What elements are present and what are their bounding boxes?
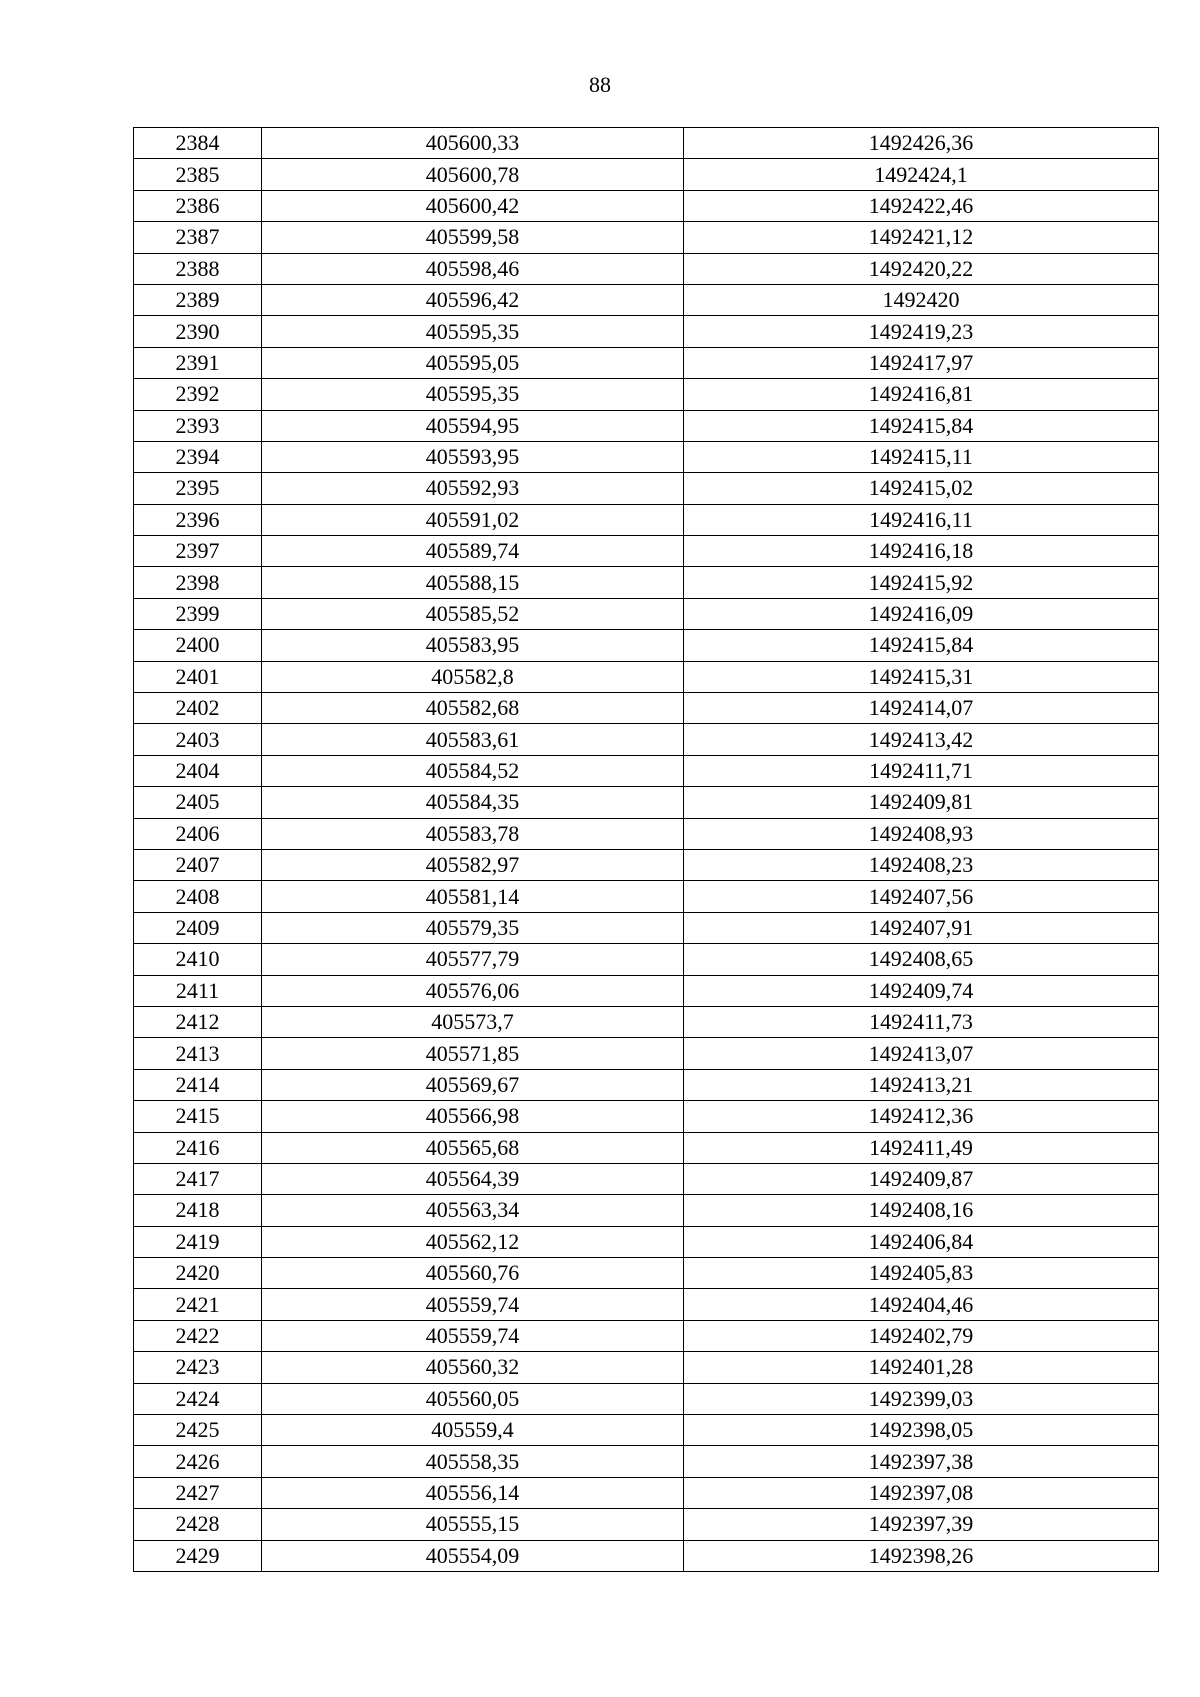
x-coordinate-cell: 405560,05	[262, 1383, 684, 1414]
y-coordinate-cell: 1492416,81	[684, 379, 1159, 410]
table-row	[134, 1509, 1159, 1540]
y-coordinate-cell: 1492415,02	[684, 473, 1159, 504]
y-coordinate-cell: 1492404,46	[684, 1289, 1159, 1320]
x-coordinate-cell: 405566,98	[262, 1101, 684, 1132]
y-coordinate-cell: 1492416,11	[684, 504, 1159, 535]
table-row	[134, 410, 1159, 441]
table-row	[134, 316, 1159, 347]
x-coordinate-cell: 405560,76	[262, 1258, 684, 1289]
table-row	[134, 1069, 1159, 1100]
table-row	[134, 536, 1159, 567]
x-coordinate-cell: 405598,46	[262, 253, 684, 284]
table-row	[134, 567, 1159, 598]
table-row	[134, 975, 1159, 1006]
x-coordinate-cell: 405595,05	[262, 347, 684, 378]
table-row	[134, 1320, 1159, 1351]
x-coordinate-cell: 405560,32	[262, 1352, 684, 1383]
point-number-cell: 2428	[134, 1509, 262, 1540]
point-number-cell: 2413	[134, 1038, 262, 1069]
y-coordinate-cell: 1492397,38	[684, 1446, 1159, 1477]
y-coordinate-cell: 1492405,83	[684, 1258, 1159, 1289]
point-number-cell: 2412	[134, 1006, 262, 1037]
table-row	[134, 253, 1159, 284]
table-row	[134, 912, 1159, 943]
point-number-cell: 2398	[134, 567, 262, 598]
y-coordinate-cell: 1492408,65	[684, 944, 1159, 975]
y-coordinate-cell: 1492414,07	[684, 693, 1159, 724]
table-row	[134, 1226, 1159, 1257]
point-number-cell: 2385	[134, 159, 262, 190]
point-number-cell: 2422	[134, 1320, 262, 1351]
table-row	[134, 1101, 1159, 1132]
page-number: 88	[589, 72, 611, 97]
x-coordinate-cell: 405556,14	[262, 1477, 684, 1508]
x-coordinate-cell: 405583,95	[262, 630, 684, 661]
x-coordinate-cell: 405596,42	[262, 284, 684, 315]
table-row	[134, 504, 1159, 535]
y-coordinate-cell: 1492411,71	[684, 755, 1159, 786]
y-coordinate-cell: 1492420	[684, 284, 1159, 315]
table-row	[134, 284, 1159, 315]
x-coordinate-cell: 405594,95	[262, 410, 684, 441]
x-coordinate-cell: 405559,4	[262, 1415, 684, 1446]
table-row	[134, 818, 1159, 849]
x-coordinate-cell: 405591,02	[262, 504, 684, 535]
point-number-cell: 2420	[134, 1258, 262, 1289]
x-coordinate-cell: 405571,85	[262, 1038, 684, 1069]
table-row	[134, 379, 1159, 410]
x-coordinate-cell: 405555,15	[262, 1509, 684, 1540]
point-number-cell: 2386	[134, 190, 262, 221]
point-number-cell: 2409	[134, 912, 262, 943]
y-coordinate-cell: 1492411,49	[684, 1132, 1159, 1163]
x-coordinate-cell: 405573,7	[262, 1006, 684, 1037]
table-row	[134, 881, 1159, 912]
table-row	[134, 598, 1159, 629]
x-coordinate-cell: 405582,68	[262, 693, 684, 724]
y-coordinate-cell: 1492407,56	[684, 881, 1159, 912]
table-row	[134, 441, 1159, 472]
y-coordinate-cell: 1492413,07	[684, 1038, 1159, 1069]
table-row	[134, 693, 1159, 724]
point-number-cell: 2419	[134, 1226, 262, 1257]
y-coordinate-cell: 1492426,36	[684, 128, 1159, 159]
y-coordinate-cell: 1492411,73	[684, 1006, 1159, 1037]
point-number-cell: 2415	[134, 1101, 262, 1132]
table-row	[134, 849, 1159, 880]
point-number-cell: 2405	[134, 787, 262, 818]
x-coordinate-cell: 405589,74	[262, 536, 684, 567]
point-number-cell: 2387	[134, 222, 262, 253]
x-coordinate-cell: 405562,12	[262, 1226, 684, 1257]
y-coordinate-cell: 1492407,91	[684, 912, 1159, 943]
y-coordinate-cell: 1492416,18	[684, 536, 1159, 567]
point-number-cell: 2390	[134, 316, 262, 347]
y-coordinate-cell: 1492398,26	[684, 1540, 1159, 1571]
x-coordinate-cell: 405595,35	[262, 379, 684, 410]
table-row	[134, 1038, 1159, 1069]
coordinates-table-body	[134, 128, 1159, 1572]
table-row	[134, 347, 1159, 378]
x-coordinate-cell: 405599,58	[262, 222, 684, 253]
table-row	[134, 1006, 1159, 1037]
x-coordinate-cell: 405563,34	[262, 1195, 684, 1226]
x-coordinate-cell: 405564,39	[262, 1163, 684, 1194]
coordinates-table	[133, 127, 1159, 1572]
point-number-cell: 2414	[134, 1069, 262, 1100]
point-number-cell: 2427	[134, 1477, 262, 1508]
point-number-cell: 2388	[134, 253, 262, 284]
table-row	[134, 473, 1159, 504]
point-number-cell: 2410	[134, 944, 262, 975]
table-row	[134, 1383, 1159, 1414]
x-coordinate-cell: 405584,52	[262, 755, 684, 786]
y-coordinate-cell: 1492397,39	[684, 1509, 1159, 1540]
x-coordinate-cell: 405569,67	[262, 1069, 684, 1100]
table-row	[134, 1477, 1159, 1508]
table-row	[134, 1446, 1159, 1477]
y-coordinate-cell: 1492408,93	[684, 818, 1159, 849]
point-number-cell: 2421	[134, 1289, 262, 1320]
x-coordinate-cell: 405593,95	[262, 441, 684, 472]
point-number-cell: 2417	[134, 1163, 262, 1194]
y-coordinate-cell: 1492413,21	[684, 1069, 1159, 1100]
table-row	[134, 661, 1159, 692]
x-coordinate-cell: 405588,15	[262, 567, 684, 598]
x-coordinate-cell: 405595,35	[262, 316, 684, 347]
point-number-cell: 2426	[134, 1446, 262, 1477]
y-coordinate-cell: 1492416,09	[684, 598, 1159, 629]
point-number-cell: 2403	[134, 724, 262, 755]
point-number-cell: 2402	[134, 693, 262, 724]
x-coordinate-cell: 405582,8	[262, 661, 684, 692]
x-coordinate-cell: 405576,06	[262, 975, 684, 1006]
y-coordinate-cell: 1492397,08	[684, 1477, 1159, 1508]
point-number-cell: 2394	[134, 441, 262, 472]
point-number-cell: 2416	[134, 1132, 262, 1163]
table-row	[134, 1163, 1159, 1194]
point-number-cell: 2418	[134, 1195, 262, 1226]
table-row	[134, 1258, 1159, 1289]
y-coordinate-cell: 1492409,74	[684, 975, 1159, 1006]
point-number-cell: 2391	[134, 347, 262, 378]
x-coordinate-cell: 405583,61	[262, 724, 684, 755]
point-number-cell: 2396	[134, 504, 262, 535]
x-coordinate-cell: 405559,74	[262, 1289, 684, 1320]
y-coordinate-cell: 1492424,1	[684, 159, 1159, 190]
point-number-cell: 2392	[134, 379, 262, 410]
x-coordinate-cell: 405559,74	[262, 1320, 684, 1351]
point-number-cell: 2393	[134, 410, 262, 441]
point-number-cell: 2389	[134, 284, 262, 315]
y-coordinate-cell: 1492399,03	[684, 1383, 1159, 1414]
y-coordinate-cell: 1492412,36	[684, 1101, 1159, 1132]
y-coordinate-cell: 1492413,42	[684, 724, 1159, 755]
y-coordinate-cell: 1492398,05	[684, 1415, 1159, 1446]
point-number-cell: 2400	[134, 630, 262, 661]
x-coordinate-cell: 405585,52	[262, 598, 684, 629]
table-row	[134, 1352, 1159, 1383]
x-coordinate-cell: 405583,78	[262, 818, 684, 849]
y-coordinate-cell: 1492409,81	[684, 787, 1159, 818]
y-coordinate-cell: 1492402,79	[684, 1320, 1159, 1351]
y-coordinate-cell: 1492415,84	[684, 630, 1159, 661]
point-number-cell: 2397	[134, 536, 262, 567]
point-number-cell: 2401	[134, 661, 262, 692]
point-number-cell: 2429	[134, 1540, 262, 1571]
point-number-cell: 2424	[134, 1383, 262, 1414]
x-coordinate-cell: 405592,93	[262, 473, 684, 504]
table-row	[134, 222, 1159, 253]
x-coordinate-cell: 405558,35	[262, 1446, 684, 1477]
point-number-cell: 2404	[134, 755, 262, 786]
point-number-cell: 2406	[134, 818, 262, 849]
table-row	[134, 1540, 1159, 1571]
y-coordinate-cell: 1492401,28	[684, 1352, 1159, 1383]
point-number-cell: 2408	[134, 881, 262, 912]
y-coordinate-cell: 1492419,23	[684, 316, 1159, 347]
y-coordinate-cell: 1492415,31	[684, 661, 1159, 692]
x-coordinate-cell: 405581,14	[262, 881, 684, 912]
y-coordinate-cell: 1492421,12	[684, 222, 1159, 253]
x-coordinate-cell: 405577,79	[262, 944, 684, 975]
x-coordinate-cell: 405554,09	[262, 1540, 684, 1571]
point-number-cell: 2425	[134, 1415, 262, 1446]
x-coordinate-cell: 405600,78	[262, 159, 684, 190]
table-row	[134, 1195, 1159, 1226]
y-coordinate-cell: 1492422,46	[684, 190, 1159, 221]
x-coordinate-cell: 405600,33	[262, 128, 684, 159]
point-number-cell: 2395	[134, 473, 262, 504]
table-row	[134, 128, 1159, 159]
y-coordinate-cell: 1492408,23	[684, 849, 1159, 880]
y-coordinate-cell: 1492408,16	[684, 1195, 1159, 1226]
y-coordinate-cell: 1492415,92	[684, 567, 1159, 598]
table-row	[134, 787, 1159, 818]
y-coordinate-cell: 1492406,84	[684, 1226, 1159, 1257]
y-coordinate-cell: 1492417,97	[684, 347, 1159, 378]
table-row	[134, 944, 1159, 975]
table-row	[134, 1415, 1159, 1446]
y-coordinate-cell: 1492409,87	[684, 1163, 1159, 1194]
point-number-cell: 2384	[134, 128, 262, 159]
table-row	[134, 190, 1159, 221]
table-row	[134, 630, 1159, 661]
point-number-cell: 2407	[134, 849, 262, 880]
x-coordinate-cell: 405579,35	[262, 912, 684, 943]
table-row	[134, 724, 1159, 755]
point-number-cell: 2411	[134, 975, 262, 1006]
y-coordinate-cell: 1492415,11	[684, 441, 1159, 472]
x-coordinate-cell: 405582,97	[262, 849, 684, 880]
y-coordinate-cell: 1492415,84	[684, 410, 1159, 441]
table-row	[134, 755, 1159, 786]
x-coordinate-cell: 405584,35	[262, 787, 684, 818]
x-coordinate-cell: 405565,68	[262, 1132, 684, 1163]
y-coordinate-cell: 1492420,22	[684, 253, 1159, 284]
table-row	[134, 1289, 1159, 1320]
table-row	[134, 159, 1159, 190]
x-coordinate-cell: 405600,42	[262, 190, 684, 221]
point-number-cell: 2399	[134, 598, 262, 629]
point-number-cell: 2423	[134, 1352, 262, 1383]
table-row	[134, 1132, 1159, 1163]
